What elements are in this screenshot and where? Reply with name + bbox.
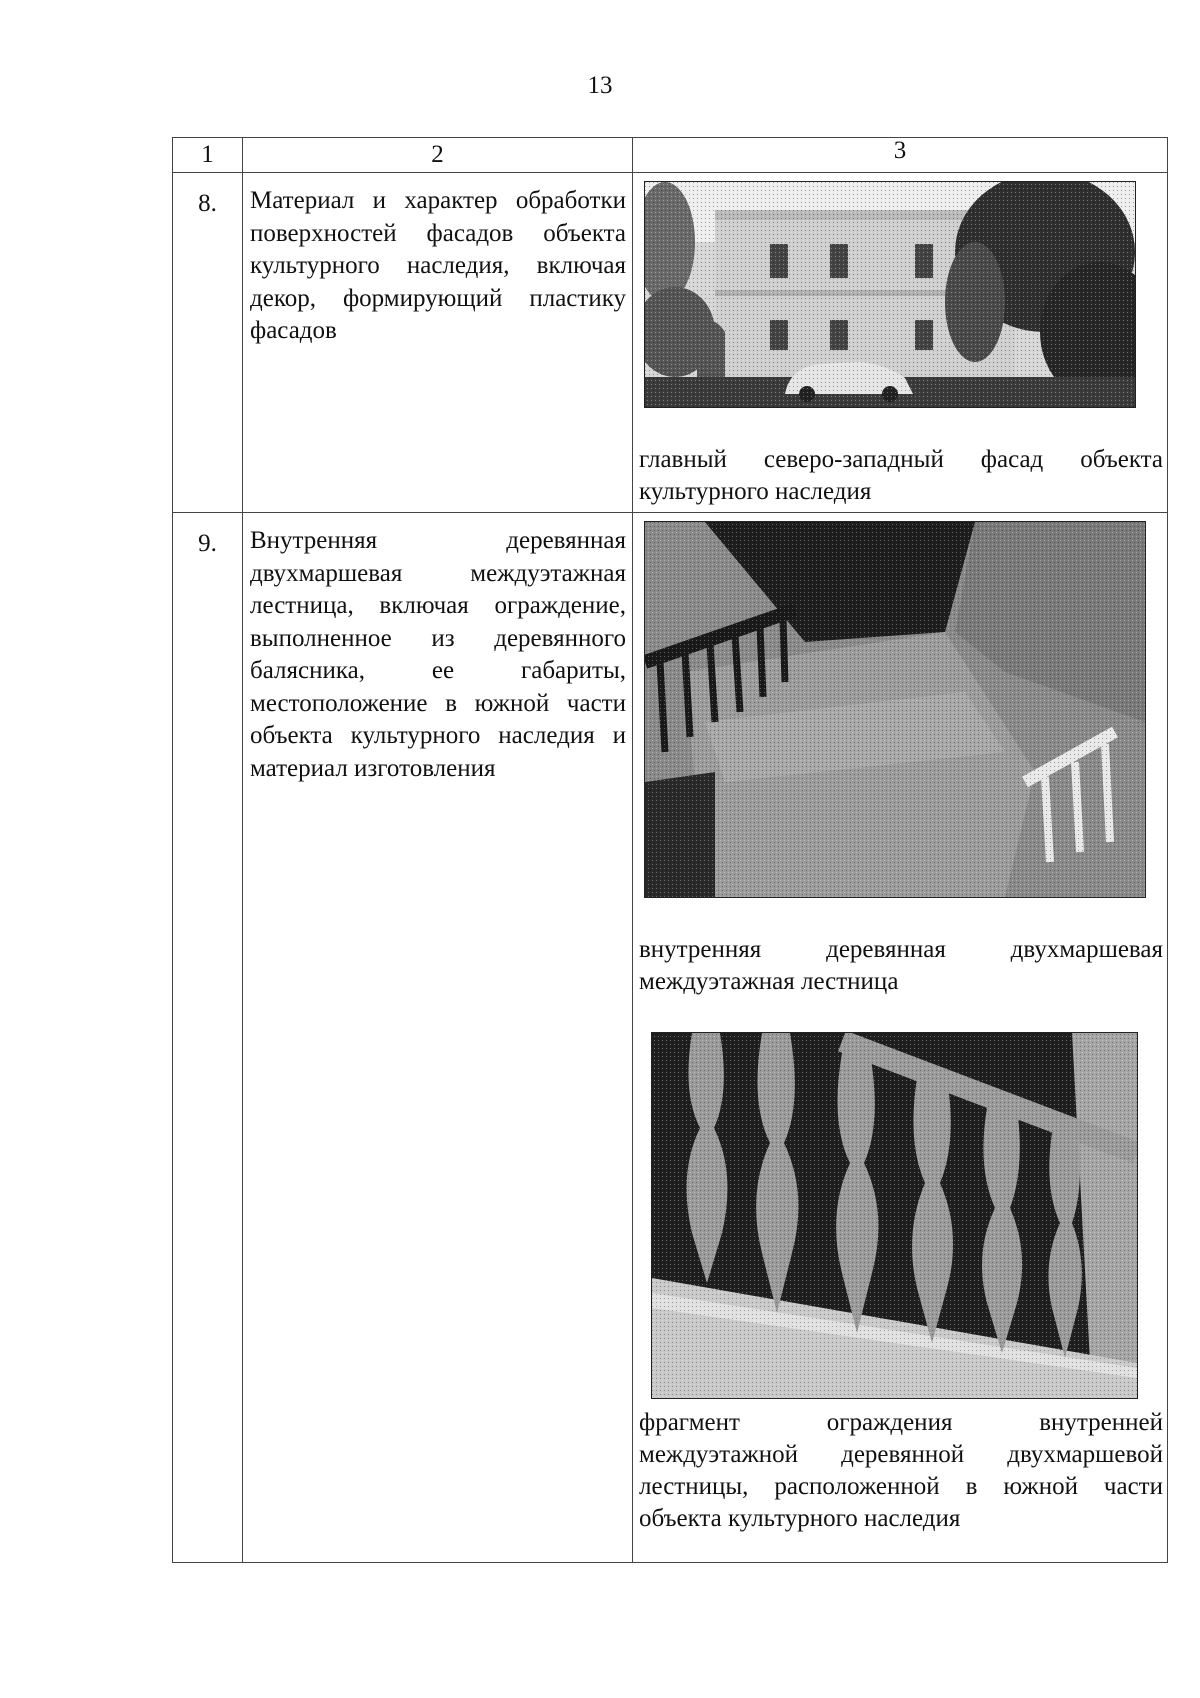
table-row bbox=[173, 173, 1168, 513]
description-text: Внутренняя деревянная двухмаршевая междуэтажная лестница, включая ограждение, выполненное из деревянного балясника, ее габариты, местоположение в южной части объекта культурного наследия и материал изготовления bbox=[250, 527, 626, 782]
staircase-photo bbox=[644, 521, 1146, 898]
header-col-3: 3 bbox=[633, 138, 1168, 173]
header-col-1: 1 bbox=[173, 138, 243, 173]
row-description bbox=[243, 513, 633, 1563]
row-description bbox=[243, 173, 633, 513]
page-number: 13 bbox=[587, 72, 613, 99]
header-col-2: 2 bbox=[243, 138, 633, 173]
photo-cell bbox=[633, 173, 1168, 513]
table-row bbox=[173, 513, 1168, 1563]
photo-caption: внутренняя деревянная двухмаршевая междуэтажная лестница bbox=[639, 936, 1163, 995]
facade-photo bbox=[644, 181, 1136, 408]
photo-caption: фрагмент ограждения внутренней междуэтажной деревянной двухмаршевой лестницы, расположенной в южной части объекта культурного наследия bbox=[639, 1409, 1163, 1532]
table-header-row bbox=[173, 138, 1168, 173]
description-text: Материал и характер обработки поверхностей фасадов объекта культурного наследия, включая декор, формирующий пластику фасадов bbox=[250, 187, 626, 344]
photo-cell bbox=[633, 513, 1168, 1563]
balusters-photo bbox=[651, 1032, 1138, 1399]
row-number: 9. bbox=[173, 513, 243, 1563]
characteristics-table bbox=[172, 137, 1168, 1563]
photo-caption: главный северо-западный фасад объекта культурного наследия bbox=[639, 446, 1163, 505]
row-number: 8. bbox=[173, 173, 243, 513]
